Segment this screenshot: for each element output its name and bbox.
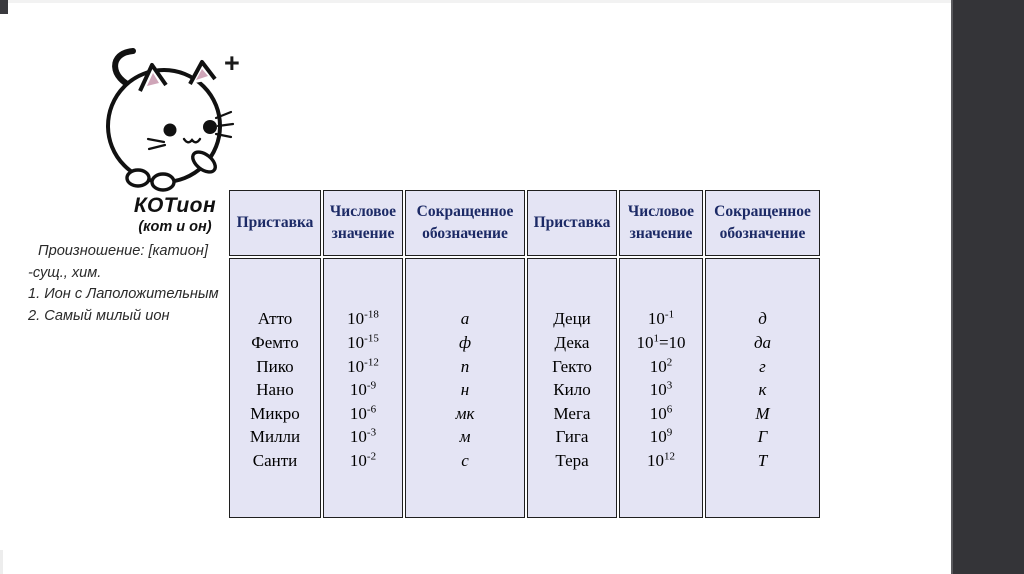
value-cell: $10^{-3}$ bbox=[349, 426, 377, 447]
prefix-cell: Пико bbox=[256, 356, 294, 376]
prefix-cell: Атто bbox=[257, 309, 293, 329]
value-cell: $10^{12}$ bbox=[647, 450, 675, 470]
abbr-cell: мк bbox=[455, 403, 475, 423]
header-value-right: Числовое значение bbox=[619, 190, 703, 256]
column-prefix-left bbox=[229, 258, 321, 518]
header-abbr-right: Сокращенное обозначение bbox=[705, 190, 820, 256]
abbr-cell: н bbox=[460, 380, 470, 400]
header-prefix-right: Приставка bbox=[527, 190, 617, 256]
definition-block bbox=[28, 241, 243, 327]
abbr-cell: Т bbox=[757, 450, 768, 470]
header-value-left: Числовое значение bbox=[323, 190, 403, 256]
cat-paw-mid bbox=[152, 174, 174, 190]
value-cell: $10^{-1}$ bbox=[647, 308, 675, 329]
abbr-cell: д bbox=[758, 309, 767, 329]
definition-meaning-2: 2. Самый милый ион bbox=[28, 307, 170, 324]
prefix-cell: Гекто bbox=[552, 356, 592, 376]
value-cell: $10^{-9}$ bbox=[349, 379, 377, 400]
abbr-cell: Г bbox=[757, 427, 768, 447]
slide-top-edge bbox=[8, 0, 951, 3]
value-cell: $10^6$ bbox=[649, 403, 673, 423]
abbr-cell: к bbox=[758, 380, 767, 400]
prefix-cell: Гига bbox=[555, 427, 589, 447]
abbr-cell: да bbox=[753, 333, 772, 353]
top-left-notch bbox=[0, 0, 8, 14]
prefix-cell: Милли bbox=[249, 427, 301, 447]
abbr-cell: п bbox=[460, 356, 470, 376]
prefix-cell: Микро bbox=[250, 403, 300, 423]
column-abbr-right bbox=[705, 258, 820, 518]
value-cell: $10^1=10$ bbox=[636, 332, 686, 353]
prefix-cell: Мега bbox=[553, 403, 591, 423]
prefix-cell: Дека bbox=[554, 333, 590, 353]
cat-eye-left bbox=[164, 124, 177, 137]
mascot-title: КОТион bbox=[133, 194, 217, 217]
plus-charge-sign: + bbox=[224, 48, 240, 78]
definition-meaning-1: 1. Ион с Лаположительным bbox=[28, 286, 219, 302]
header-abbr-left: Сокращенное обозначение bbox=[405, 190, 525, 256]
prefix-cell: Фемто bbox=[251, 333, 299, 353]
definition-pronunciation: Произношение: [катион] bbox=[38, 243, 208, 259]
si-prefixes-table bbox=[229, 190, 820, 518]
prefix-cell: Санти bbox=[252, 450, 298, 470]
prefix-cell: Тера bbox=[555, 450, 589, 470]
column-abbr-left bbox=[405, 258, 525, 518]
abbr-cell: с bbox=[461, 450, 469, 470]
app-side-panel bbox=[951, 0, 1024, 574]
value-cell: $10^{-18}$ bbox=[347, 308, 379, 329]
value-cell: $10^{-2}$ bbox=[349, 450, 377, 470]
prefix-cell: Нано bbox=[256, 380, 294, 400]
bottom-left-edge bbox=[0, 550, 3, 574]
abbr-cell: М bbox=[755, 403, 770, 423]
prefix-cell: Кило bbox=[553, 380, 591, 400]
header-prefix-left: Приставка bbox=[229, 190, 321, 256]
definition-part-of-speech: -сущ., хим. bbox=[28, 264, 102, 281]
value-cell: $10^9$ bbox=[649, 426, 673, 447]
value-cell: $10^{-6}$ bbox=[349, 403, 377, 423]
cat-paw-left bbox=[127, 170, 149, 186]
prefix-cell: Деци bbox=[553, 309, 591, 329]
value-cell: $10^2$ bbox=[649, 355, 673, 376]
abbr-cell: а bbox=[460, 309, 470, 329]
value-cell: $10^{-15}$ bbox=[347, 332, 379, 353]
abbr-cell: ф bbox=[458, 333, 472, 353]
column-prefix-right bbox=[527, 258, 617, 518]
cat-eye-right bbox=[203, 120, 217, 134]
value-cell: $10^3$ bbox=[649, 379, 673, 400]
mascot-subtitle: (кот и он) bbox=[138, 219, 212, 235]
value-cell: $10^{-12}$ bbox=[347, 355, 379, 376]
abbr-cell: м bbox=[459, 427, 471, 447]
abbr-cell: г bbox=[759, 356, 766, 376]
column-value-left bbox=[323, 258, 403, 518]
column-value-right bbox=[619, 258, 703, 518]
